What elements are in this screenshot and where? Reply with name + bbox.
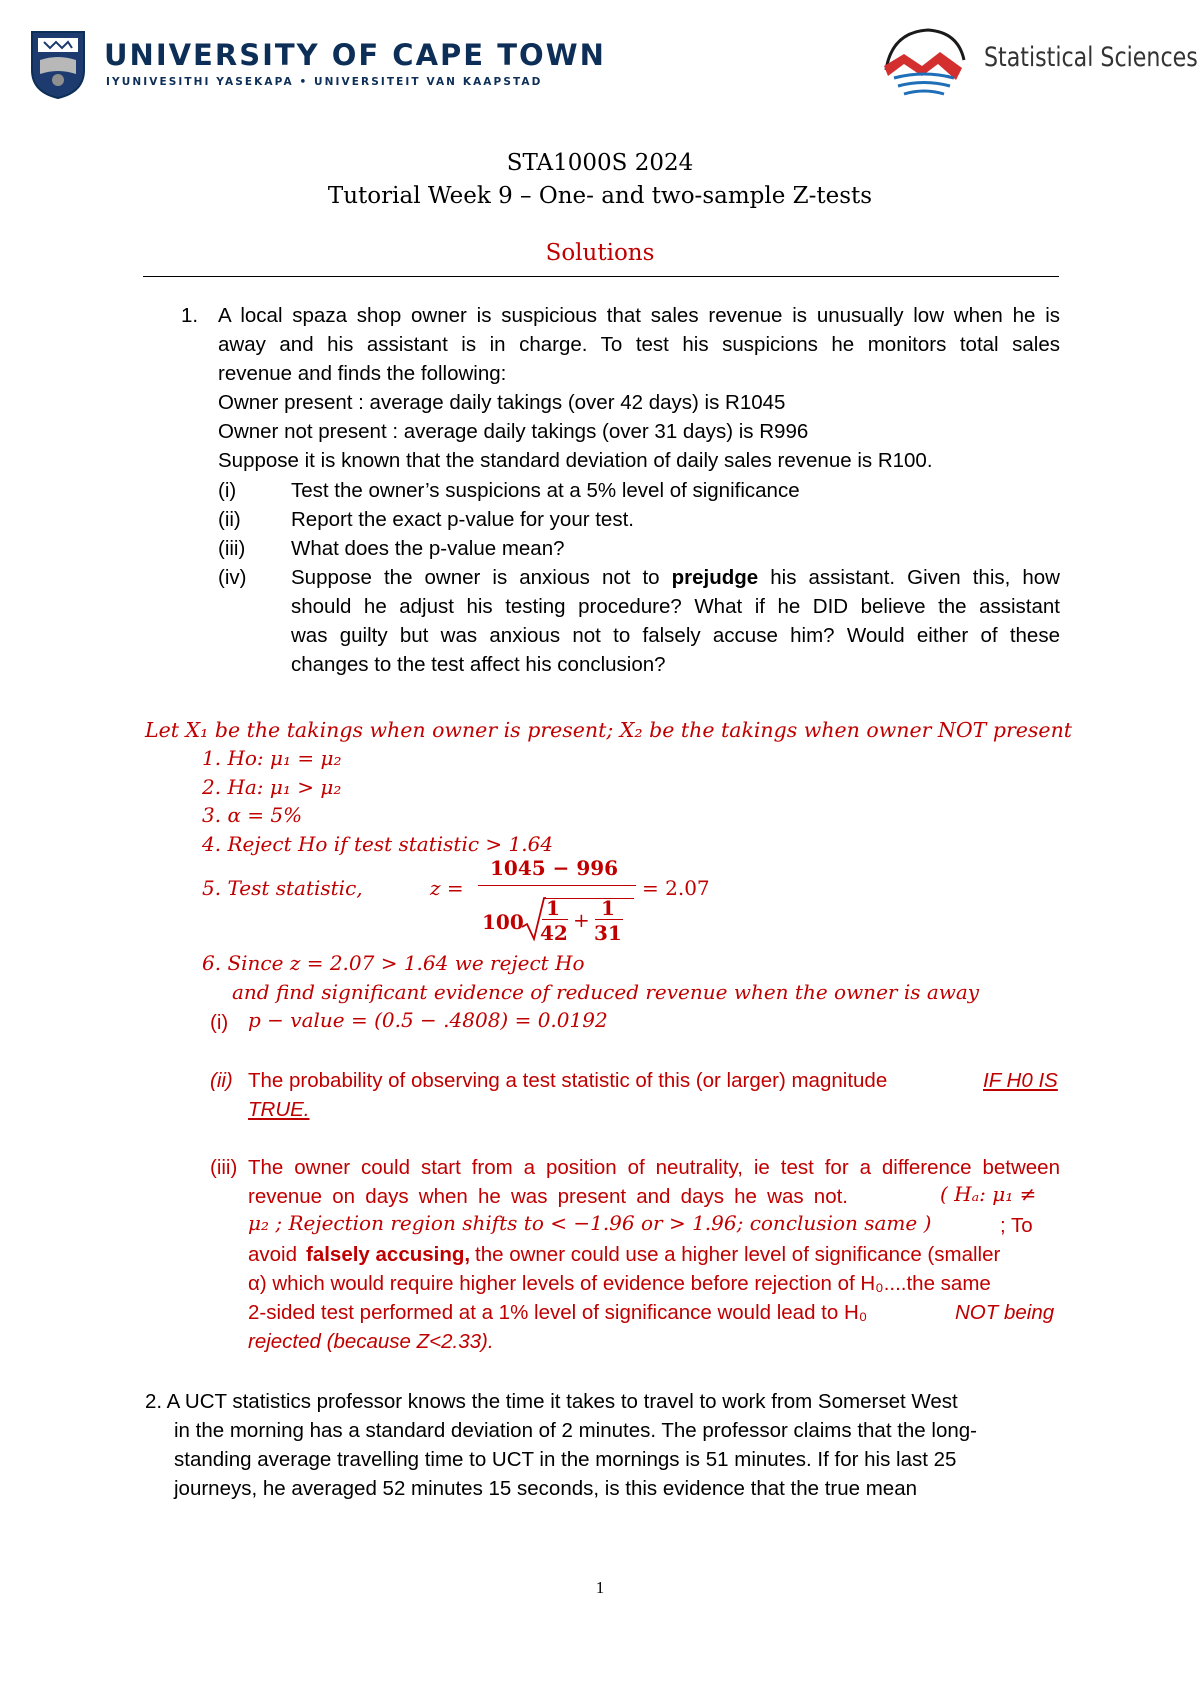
part-i-label: (i) — [210, 1011, 229, 1034]
part-iii-line6: 2-sided test performed at a 1% level of significance would lead to H₀ — [248, 1301, 868, 1324]
q1-part-text: Suppose the owner is anxious not to prejudge his assistant. Given this, how — [291, 566, 1060, 589]
part-ii-line1: The probability of observing a test statistic of this (or larger) magnitude — [248, 1069, 888, 1092]
title-divider — [143, 276, 1059, 277]
q1-line: away and his assistant is in charge. To test his suspicions he monitors total sales — [218, 333, 1060, 356]
part-iii-line6-italic: NOT being — [955, 1301, 1055, 1324]
part-iii-line2: revenue on days when he was present and days he was not. — [248, 1185, 848, 1208]
frac1-num: 1 — [546, 896, 560, 920]
q1-part-text: Report the exact p-value for your test. — [291, 508, 634, 531]
frac2-num: 1 — [601, 896, 615, 920]
q1-part-text: What does the p-value mean? — [291, 537, 565, 560]
part-ii-line2: TRUE. — [248, 1098, 310, 1121]
tutorial-title: Tutorial Week 9 – One- and two-sample Z-tests — [327, 183, 873, 209]
q2-line: journeys, he averaged 52 minutes 15 seconds, is this evidence that the true mean — [174, 1477, 918, 1500]
part-iii-math2: μ₂ ; Rejection region shifts to < −1.96 or > 1.96; conclusion same ) — [248, 1211, 932, 1235]
uct-crest-logo — [30, 30, 86, 100]
part-ii-label: (ii) — [210, 1069, 233, 1092]
part-iii-line4: the owner could use a higher level of significance (smaller — [475, 1243, 1001, 1266]
q2-line: 2. A UCT statistics professor knows the time it takes to travel to work from Somerset West — [145, 1390, 958, 1413]
q1-number: 1. — [181, 304, 199, 327]
q1-part-label: (ii) — [218, 508, 241, 531]
department-name: Statistical Sciences — [984, 42, 1198, 73]
q1-part-label: (i) — [218, 479, 237, 502]
solution-step: 1. Ho: μ₁ = μ₂ — [202, 746, 342, 770]
solution-step: 3. α = 5% — [202, 803, 303, 827]
frac1-den: 42 — [540, 921, 568, 945]
course-title: STA1000S 2024 — [506, 150, 694, 176]
formula-numerator: 1045 − 996 — [490, 856, 619, 880]
part-iii-bold: falsely accusing, — [306, 1243, 471, 1266]
step6-line2: and find significant evidence of reduced revenue when the owner is away — [232, 980, 980, 1004]
frac2-bar — [595, 919, 623, 920]
part-iii-label: (iii) — [210, 1156, 238, 1179]
solution-step: 2. Ha: μ₁ > μ₂ — [202, 775, 342, 799]
q1-line: A local spaza shop owner is suspicious that sales revenue is unusually low when he is — [218, 304, 1060, 327]
z-symbol: z = — [430, 876, 464, 900]
part-iii-line5: α) which would require higher levels of evidence before rejection of H₀....the same — [248, 1272, 991, 1295]
step5-label: 5. Test statistic, — [202, 876, 363, 900]
frac1-bar — [542, 919, 568, 920]
q2-line: standing average travelling time to UCT in the mornings is 51 minutes. If for his last 25 — [174, 1448, 957, 1471]
q1-part-text: Test the owner’s suspicions at a 5% level of significance — [291, 479, 800, 502]
university-subtitle: IYUNIVESITHI YASEKAPA • UNIVERSITEIT VAN KAAPSTAD — [106, 76, 543, 88]
formula-fraction-bar — [478, 885, 636, 886]
q1-part-text: was guilty but was anxious not to falsely accuse him? Would either of these — [291, 624, 1060, 647]
statistical-sciences-logo — [876, 24, 972, 104]
solution-intro: Let X₁ be the takings when owner is present; X₂ be the takings when owner NOT present — [145, 718, 1073, 742]
part-iii-to: ; To — [1000, 1214, 1033, 1237]
page-number: 1 — [595, 1578, 605, 1597]
formula-sigma: 100 — [482, 910, 524, 934]
q1-part-label: (iii) — [218, 537, 246, 560]
q1-part-label: (iv) — [218, 566, 247, 589]
q1-part-text: changes to the test affect his conclusion? — [291, 653, 666, 676]
part-ii-underlined: IF H0 IS — [983, 1069, 1058, 1092]
q2-line: in the morning has a standard deviation of 2 minutes. The professor claims that the long- — [174, 1419, 977, 1442]
part-iii-line1: The owner could start from a position of neutrality, ie test for a difference between — [248, 1156, 1060, 1179]
q1-line: Owner not present : average daily takings (over 31 days) is R996 — [218, 420, 809, 443]
p-value-line: p − value = (0.5 − .4808) = 0.0192 — [248, 1008, 608, 1032]
part-iii-line7: rejected (because Z<2.33). — [248, 1330, 494, 1353]
part-iii-avoid: avoid — [248, 1243, 298, 1266]
q1-part-text: should he adjust his testing procedure? What if he DID believe the assistant — [291, 595, 1060, 618]
formula-result: = 2.07 — [642, 876, 710, 900]
q1-line: Suppose it is known that the standard deviation of daily sales revenue is R100. — [218, 449, 933, 472]
step6-line1: 6. Since z = 2.07 > 1.64 we reject Ho — [202, 951, 585, 975]
solutions-heading: Solutions — [545, 240, 655, 266]
q1-line: Owner present : average daily takings (over 42 days) is R1045 — [218, 391, 786, 414]
frac2-den: 31 — [594, 921, 622, 945]
solution-step: 4. Reject Ho if test statistic > 1.64 — [202, 832, 554, 856]
part-iii-math1: ( Hₐ: μ₁ ≠ — [940, 1182, 1037, 1206]
plus-sign: + — [573, 908, 590, 932]
university-name: UNIVERSITY OF CAPE TOWN — [104, 38, 606, 72]
q1-line: revenue and finds the following: — [218, 362, 507, 385]
